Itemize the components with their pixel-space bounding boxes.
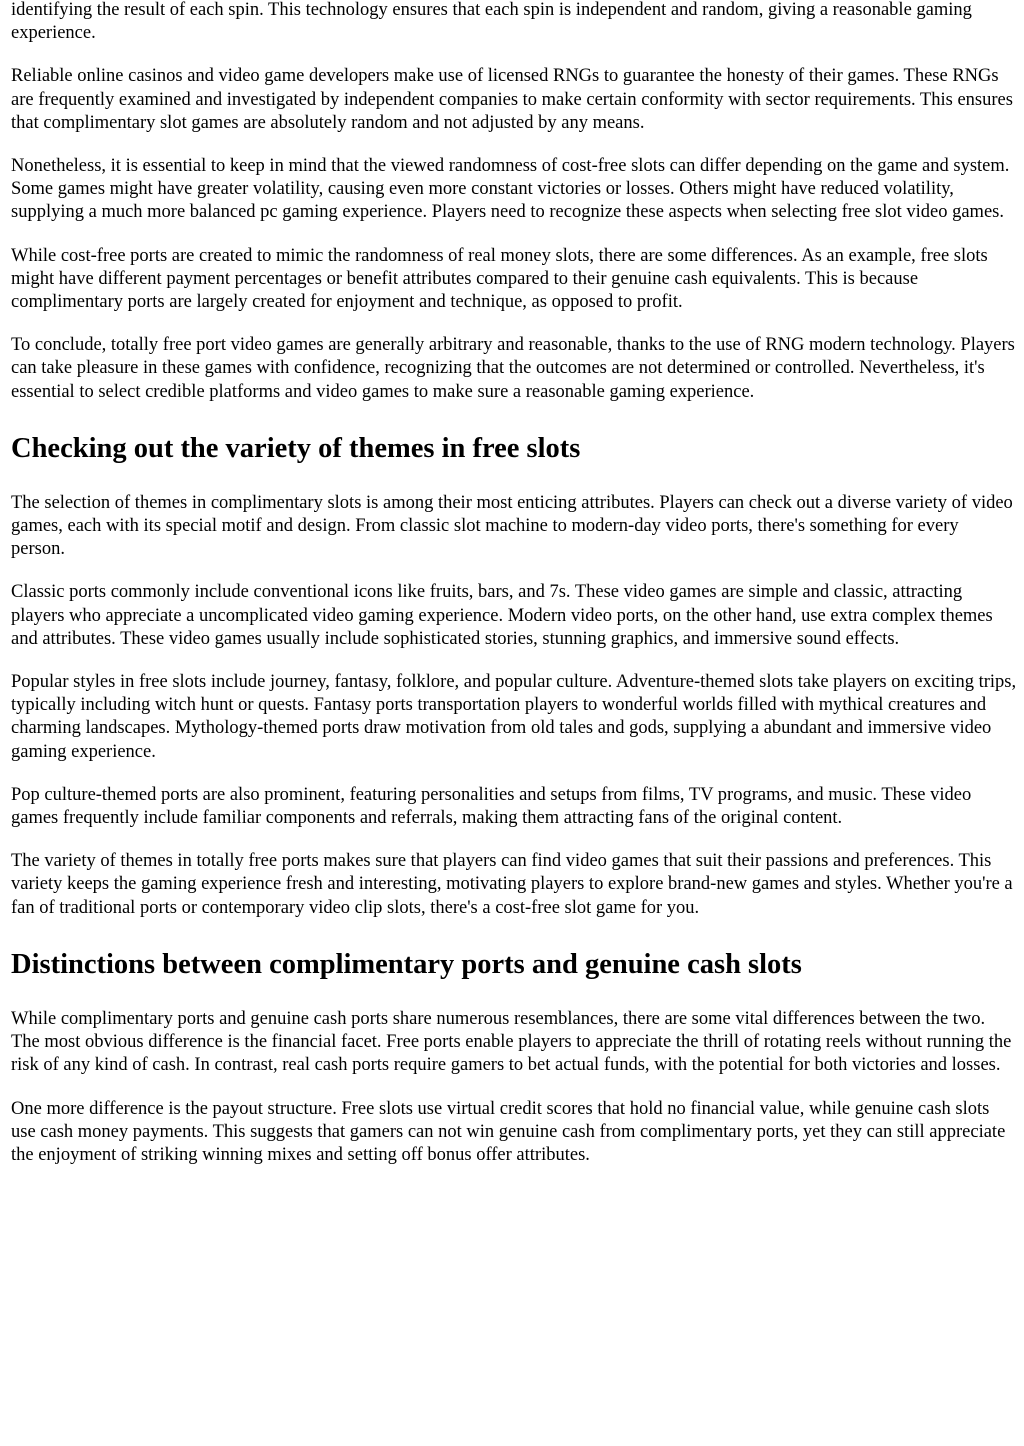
paragraph: The selection of themes in complimentary slots is among their most enticing attributes. Players can check out a diverse variety of video games, each with its special motif and design. From classic slot machine to modern-day video ports, there's something for every person. xyxy=(11,492,1013,560)
section-heading-differences: Distinctions between complimentary ports and genuine cash slots xyxy=(11,948,802,980)
paragraph: Reliable online casinos and video game developers make use of licensed RNGs to guarantee the honesty of their games. These RNGs are frequently examined and investigated by independent companies to make certain conformity with sector requirements. This ensures that complimentary slot games are absolutely random and not adjusted by any means. xyxy=(11,66,1013,133)
article-body xyxy=(11,0,1017,1187)
paragraph: identifying the result of each spin. This technology ensures that each spin is independent and random, giving a reasonable gaming experience. xyxy=(11,0,972,44)
paragraph: While complimentary ports and genuine cash ports share numerous resemblances, there are some vital differences between the two. The most obvious difference is the financial facet. Free ports enable players to appreciate the thrill of rotating reels without running the risk of any kind of cash. In contrast, real cash ports require gamers to bet actual funds, with the potential for both victories and losses. xyxy=(11,1008,1012,1076)
paragraph: One more difference is the payout structure. Free slots use virtual credit scores that hold no financial value, while genuine cash slots use cash money payments. This suggests that gamers can not win genuine cash from complimentary ports, yet they can still appreciate the enjoyment of striking winning mixes and setting off bonus offer attributes. xyxy=(11,1098,1006,1165)
paragraph: To conclude, totally free port video games are generally arbitrary and reasonable, thanks to the use of RNG modern technology. Players can take pleasure in these games with confidence, recognizing that the outcomes are not determined or controlled. Nevertheless, it's essential to select credible platforms and video games to make sure a reasonable gaming experience. xyxy=(11,335,1015,402)
paragraph: The variety of themes in totally free ports makes sure that players can find video games that suit their passions and preferences. This variety keeps the gaming experience fresh and interesting, motivating players to explore brand-new games and styles. Whether you're a fan of traditional ports or contemporary video clip slots, there's a cost-free slot game for you. xyxy=(11,851,1013,918)
paragraph: While cost-free ports are created to mimic the randomness of real money slots, there are some differences. As an example, free slots might have different payment percentages or benefit attributes compared to their genuine cash equivalents. This is because complimentary ports are largely created for enjoyment and technique, as opposed to profit. xyxy=(11,245,988,313)
paragraph: Popular styles in free slots include journey, fantasy, folklore, and popular culture. Adventure-themed slots take players on exciting trips, typically including witch hunt or quests. Fantasy ports transportation players to wonderful worlds filled with mythical creatures and charming landscapes. Mythology-themed ports draw motivation from old tales and gods, supplying a abundant and immersive video gaming experience. xyxy=(11,672,1017,762)
paragraph: Nonetheless, it is essential to keep in mind that the viewed randomness of cost-free slots can differ depending on the game and system. Some games might have greater volatility, causing even more constant victories or losses. Others might have reduced volatility, supplying a much more balanced pc gaming experience. Players need to recognize these aspects when selecting free slot video games. xyxy=(11,156,1010,223)
section-heading-themes: Checking out the variety of themes in free slots xyxy=(11,432,581,464)
paragraph: Pop culture-themed ports are also prominent, featuring personalities and setups from films, TV programs, and music. These video games frequently include familiar components and referrals, making them attracting fans of the original content. xyxy=(11,784,972,829)
paragraph: Classic ports commonly include conventional icons like fruits, bars, and 7s. These video games are simple and classic, attracting players who appreciate a uncomplicated video gaming experience. Modern video ports, on the other hand, use extra complex themes and attributes. These video games usually include sophisticated stories, stunning graphics, and immersive sound effects. xyxy=(11,582,993,649)
